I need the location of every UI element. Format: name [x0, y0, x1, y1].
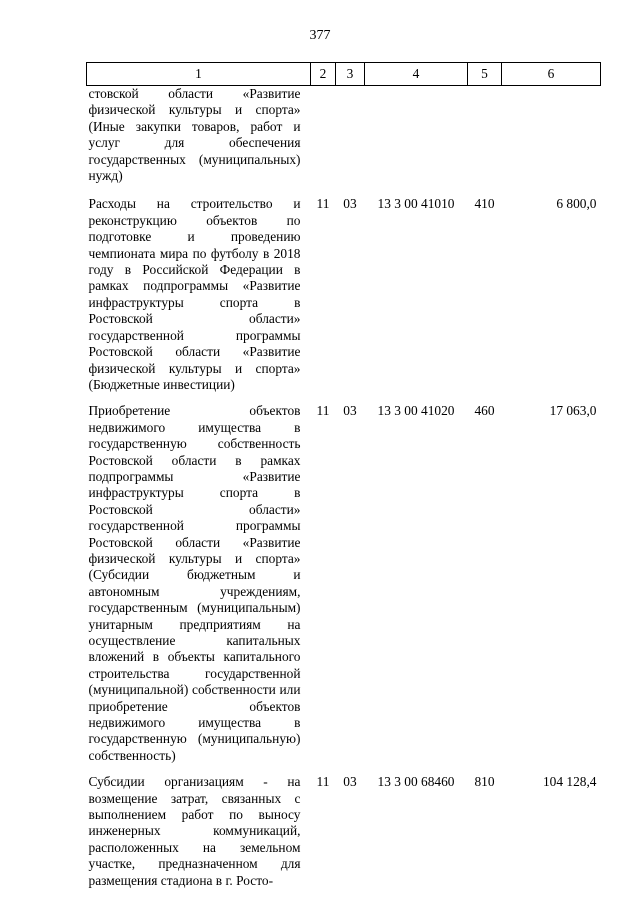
row-target-article: 13 3 00 41010 — [377, 196, 455, 212]
header-col-4: 4 — [365, 63, 468, 86]
row-target-article: 13 3 00 41020 — [377, 403, 455, 419]
row-section: 11 — [316, 774, 330, 790]
row-subsection: 03 — [343, 403, 357, 419]
row-description: Субсидии организациям - на возмещение затрат, связанных с выполнением работ по выносу инженерных коммуникаций, расположенных на земельном участке, предназначенном для размещения стадиона в г. Росто- — [88, 774, 301, 888]
header-col-6: 6 — [502, 63, 601, 86]
row-amount: 104 128,4 — [542, 774, 597, 790]
row-section: 11 — [316, 196, 330, 212]
table-header-row — [87, 63, 601, 86]
row-expense-type: 460 — [474, 403, 495, 419]
row-target-article — [365, 86, 468, 197]
header-col-3: 3 — [336, 63, 365, 86]
row-subsection: 03 — [343, 196, 357, 212]
table-row — [87, 403, 601, 774]
budget-table — [86, 62, 601, 889]
table-row — [87, 86, 601, 197]
table-row — [87, 774, 601, 889]
row-expense-type — [468, 86, 502, 197]
row-section: 11 — [316, 403, 330, 419]
row-subsection — [336, 86, 365, 197]
row-subsection: 03 — [343, 774, 357, 790]
row-amount: 6 800,0 — [556, 196, 597, 212]
header-col-2: 2 — [311, 63, 336, 86]
header-col-5: 5 — [468, 63, 502, 86]
row-description: Приобретение объектов недвижимого имущества в государственную собственность Ростовской области в рамках подпрограммы «Развитие инфраструктуры спорта в Ростовской области» государственной программы Ростовской области «Развитие физической культуры и спорта» (Субсидии бюджетным и автономным учреждениям, государственным (муниципальным) унитарным предприятиям на осуществление капитальных вложений в объекты капитального строительства государственной (муниципальной) собственности или приобретение объектов недвижимого имущества в государственную (муниципальную) собственность) — [88, 403, 301, 763]
row-expense-type: 810 — [474, 774, 495, 790]
row-amount: 17 063,0 — [549, 403, 597, 419]
row-amount — [502, 86, 601, 197]
table-row — [87, 196, 601, 403]
header-col-1: 1 — [87, 63, 311, 86]
page-number: 377 — [309, 28, 331, 43]
row-description: стовской области «Развитие физической культуры и спорта» (Иные закупки товаров, работ и услуг для обеспечения государственных (муниципальных) нужд) — [88, 86, 301, 184]
row-section — [311, 86, 336, 197]
row-target-article: 13 3 00 68460 — [377, 774, 455, 790]
row-description: Расходы на строительство и реконструкцию объектов по подготовке и проведению чемпионата мира по футболу в 2018 году в Российской Федерации в рамках подпрограммы «Развитие инфраструктуры спорта в Ростовской области» государственной программы Ростовской области «Развитие физической культуры и спорта» (Бюджетные инвестиции) — [88, 196, 301, 392]
row-expense-type: 410 — [474, 196, 495, 212]
